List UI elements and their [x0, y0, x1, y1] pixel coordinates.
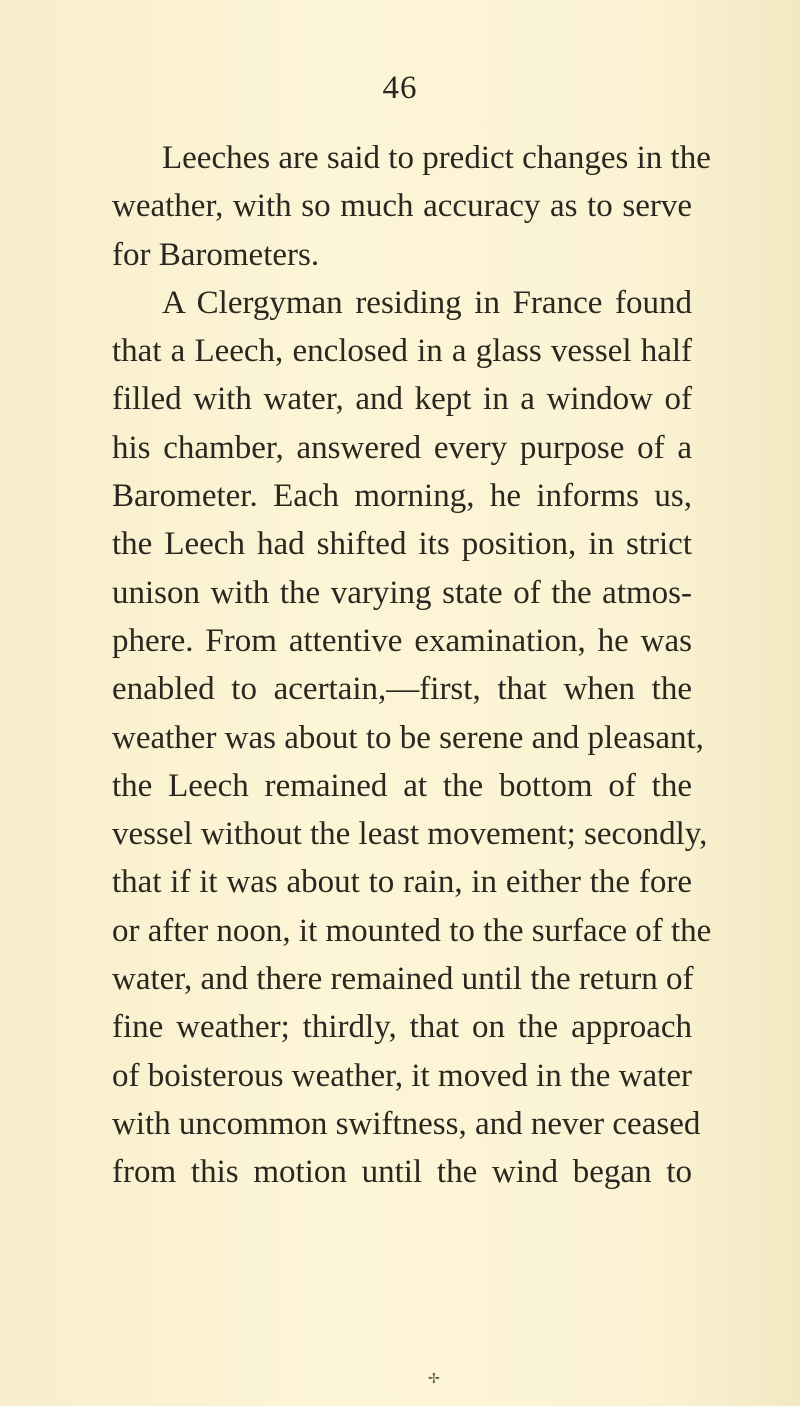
text-line: Barometer. Each morning, he informs us,: [112, 478, 692, 515]
text-line: unison with the varying state of the atmos-: [112, 574, 692, 611]
text-line: phere. From attentive examination, he was: [112, 622, 692, 659]
text-line: the Leech had shifted its position, in strict: [112, 526, 692, 563]
text-line: vessel without the least movement; secondly,: [112, 816, 708, 853]
text-line: from this motion until the wind began to: [112, 1154, 692, 1191]
text-line: weather was about to be serene and pleasant,: [112, 719, 704, 756]
text-line: weather, with so much accuracy as to serve: [112, 188, 692, 225]
text-line: enabled to acertain,—first, that when the: [112, 671, 692, 708]
page-number: 46: [382, 70, 418, 106]
text-line: with uncommon swiftness, and never ceased: [112, 1105, 701, 1142]
text-line: his chamber, answered every purpose of a: [112, 429, 692, 466]
text-line: Leeches are said to predict changes in the: [162, 140, 711, 176]
text-line: fine weather; thirdly, that on the approach: [112, 1009, 692, 1046]
text-line: that a Leech, enclosed in a glass vessel half: [112, 333, 692, 370]
text-line: filled with water, and kept in a window of: [112, 381, 692, 418]
text-line: the Leech remained at the bottom of the: [112, 767, 692, 804]
text-line: of boisterous weather, it moved in the water: [112, 1057, 692, 1094]
signature-mark: ✢: [428, 1372, 440, 1387]
text-line: or after noon, it mounted to the surface of the: [112, 912, 712, 949]
text-line: A Clergyman residing in France found: [162, 284, 692, 321]
text-line: for Barometers.: [112, 236, 320, 273]
body-text: [112, 134, 712, 1197]
text-line: water, and there remained until the return of: [112, 961, 694, 998]
text-line: that if it was about to rain, in either the fore: [112, 864, 692, 901]
